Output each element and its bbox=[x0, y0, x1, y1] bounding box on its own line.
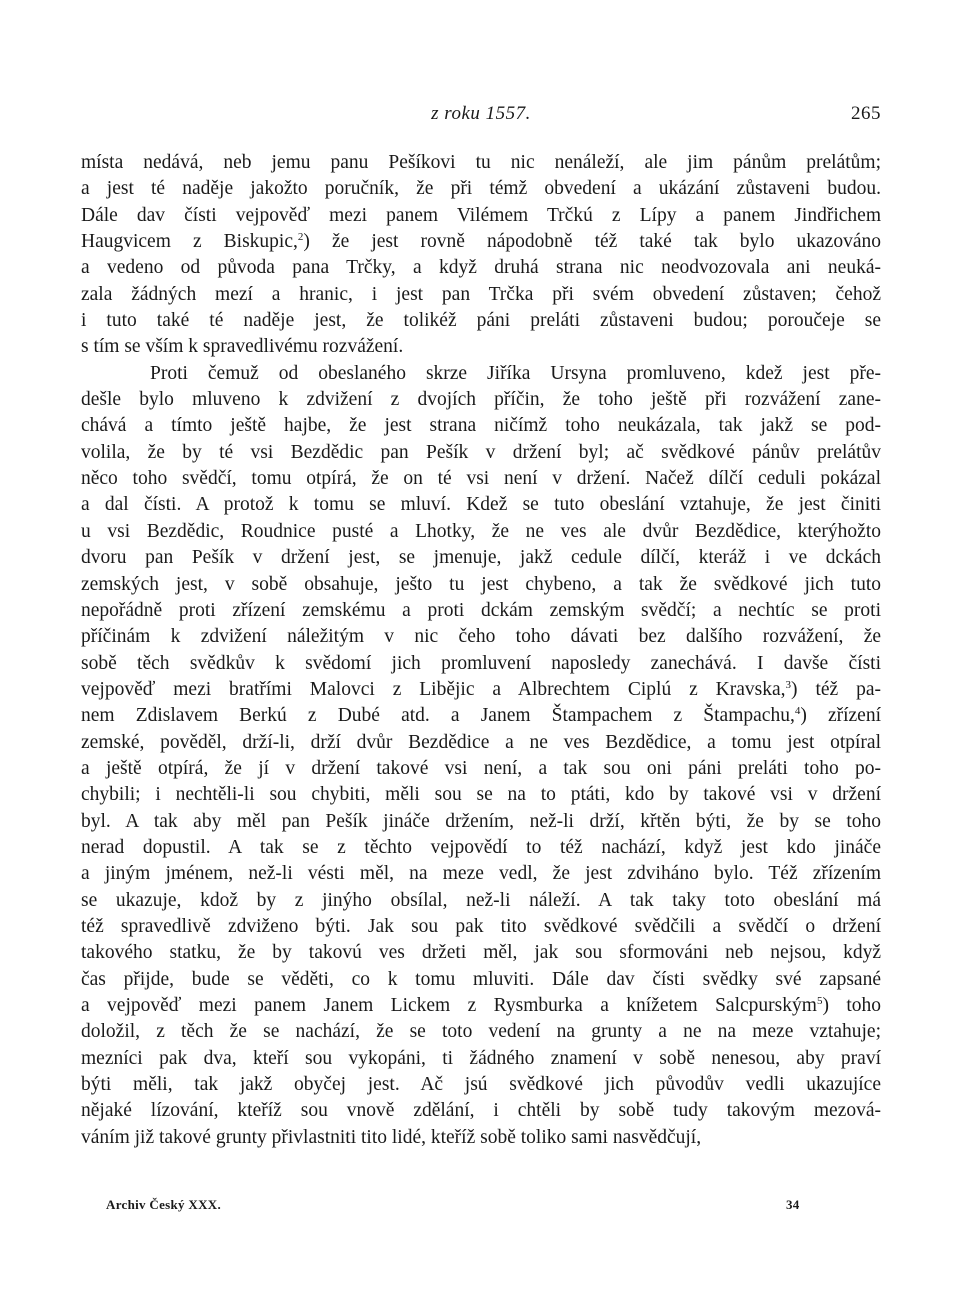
line-text: i tuto také té naděje jest, že tolikéž páni preláti zůstaveni budou; poroučeje se bbox=[81, 310, 881, 332]
running-title: z roku 1557. bbox=[431, 103, 531, 124]
line-text: chává a tímto ještě hajbe, že jest strana ničímž toho neukázala, tak jakž se pod- bbox=[81, 415, 881, 437]
line-text: dvoru pan Pešík v držení jest, se jmenuje, jakž cedule dílčí, kteráž i ve dckách bbox=[81, 547, 881, 569]
line-text: dešle bylo mluveno k zdvižení z dvojích příčin, že toho ještě při rozvážení zane- bbox=[81, 389, 881, 411]
page-footer bbox=[81, 1197, 881, 1217]
text-line bbox=[81, 914, 881, 940]
line-text: nepořádně proti zřízení zemskému a proti dckám zemským svědčí; a nechtíc se proti bbox=[81, 599, 881, 621]
text-line bbox=[81, 993, 881, 1019]
text-line bbox=[81, 150, 881, 176]
text-line bbox=[81, 440, 881, 466]
line-text: mezníci pak dva, kteří sou vykopáni, ti žádného znamení v sobě nenesou, aby praví bbox=[81, 1047, 881, 1069]
text-line bbox=[81, 782, 881, 808]
footnote-marker: 2 bbox=[297, 231, 304, 244]
text-line bbox=[81, 1072, 881, 1098]
line-text: zala žádných mezí a hranic, i jest pan Trčka při svém obvedení zůstaven; čehož bbox=[81, 283, 881, 305]
line-text: nem Zdislavem Berkú z Dubé atd. a Janem Štampachem z Štampachu, bbox=[81, 705, 795, 727]
line-text: takového statku, že by takovú ves držeti měl, jak sou sformováni neb nejsou, když bbox=[81, 942, 881, 964]
footnote-marker: 4 bbox=[794, 705, 801, 718]
text-line bbox=[81, 1125, 881, 1151]
text-line bbox=[81, 1019, 881, 1045]
line-text: Dále dav čísti vejpověď mezi panem Vilémem Trčkú z Lípy a panem Jindřichem bbox=[81, 204, 881, 226]
line-text: a vedeno od původa pana Trčky, a když druhá strana nic neodvozovala ani neuká- bbox=[81, 257, 881, 279]
sheet-number: 34 bbox=[786, 1197, 800, 1212]
footnote-marker: 5 bbox=[816, 995, 823, 1007]
line-text-continued: ) též pa- bbox=[791, 678, 881, 700]
text-line bbox=[81, 703, 881, 729]
text-line bbox=[81, 677, 881, 703]
text-line bbox=[81, 940, 881, 966]
line-text: zemské, pověděl, drží-li, drží dvůr Bezdědice a ne ves Bezdědice, a tomu jest otpíral bbox=[81, 731, 881, 753]
text-line bbox=[81, 756, 881, 782]
text-line bbox=[81, 967, 881, 993]
text-line bbox=[81, 413, 881, 439]
text-line bbox=[81, 255, 881, 281]
text-line bbox=[81, 519, 881, 545]
line-text: sobě těch svědkův k svědomí jich promluvení naposledy zanechává. I davše čísti bbox=[81, 652, 881, 674]
line-text-continued: ) toho bbox=[822, 995, 881, 1016]
text-line bbox=[81, 888, 881, 914]
text-line bbox=[81, 598, 881, 624]
line-text: býti měli, tak jakž obyčej jest. Ač jsú svědkové jich původův vedli ukazujíce bbox=[81, 1074, 881, 1096]
line-text: příčinám k zdvižení náležitým v nic čeho toho dávati bez dalšího rozvážení, že bbox=[81, 626, 881, 648]
text-line bbox=[81, 809, 881, 835]
line-text: a jest té naděje jakožto poručník, že při témž obvedení a ukázání zůstaveni budou. bbox=[81, 178, 881, 200]
text-line bbox=[81, 861, 881, 887]
text-line bbox=[81, 651, 881, 677]
text-line bbox=[81, 1098, 881, 1124]
line-text: chybili; i nechtěli-li sou chybiti, měli sou se na to ptáti, kdo by takové vsi v držení bbox=[81, 784, 881, 806]
text-line bbox=[81, 572, 881, 598]
text-line bbox=[81, 545, 881, 571]
line-text: doložil, z těch že se nachází, že se toto vedení na grunty a ne na meze vztahuje; bbox=[81, 1021, 881, 1043]
line-text: a dal čísti. A protož k tomu se mluví. Kdež se tuto obeslání vztahuje, že jest činiti bbox=[81, 494, 881, 516]
line-text: a vejpověď mezi panem Janem Lickem z Rysmburka a knížetem Salcpurským bbox=[81, 995, 817, 1016]
line-text: byl. A tak aby měl pan Pešík jináče držením, než-li drží, křtěn býti, že by se toho bbox=[81, 810, 881, 832]
text-line bbox=[81, 176, 881, 202]
text-line bbox=[81, 492, 881, 518]
line-text: vejpověď mezi bratřími Malovci z Libějic a Albrechtem Ciplú z Kravska, bbox=[81, 678, 786, 700]
text-line bbox=[81, 835, 881, 861]
line-text: zemských jest, v sobě obsahuje, ješto tu jest chybeno, a tak že svědkové jich tuto bbox=[81, 573, 881, 595]
text-line bbox=[81, 387, 881, 413]
text-line bbox=[81, 203, 881, 229]
text-line bbox=[81, 730, 881, 756]
text-line bbox=[81, 282, 881, 308]
page-number: 265 bbox=[851, 103, 881, 124]
text-line bbox=[81, 466, 881, 492]
line-text: něco toho svědčí, tomu otpírá, že on té vsi není v držení. Načež dílčí ceduli pokázal bbox=[81, 468, 881, 490]
running-head bbox=[81, 103, 881, 129]
text-line bbox=[81, 229, 881, 255]
footnote-marker: 3 bbox=[785, 678, 792, 691]
line-text: u vsi Bezdědic, Roudnice pusté a Lhotky, že ne ves ale dvůr Bezdědice, kterýhožto bbox=[81, 520, 881, 542]
text-line bbox=[81, 334, 881, 360]
body-text bbox=[81, 150, 881, 1151]
line-text: volila, že by té vsi Bezdědic pan Pešík v držení byl; ač svědkové pánův prelátův bbox=[81, 441, 881, 463]
line-text: nějaké lízování, kteříž sou vnově zdělání, i chtěli by sobě tudy takovým mezová- bbox=[81, 1100, 881, 1122]
line-text: též spravedlivě zdviženo býti. Jak sou pak tito svědkové svědčili a svědčí o držení bbox=[81, 915, 881, 937]
line-text-continued: ) že jest rovně nápodobně též také tak bylo ukazováno bbox=[303, 231, 881, 253]
line-text: váním již takové grunty přivlastniti tito lidé, kteříž sobě toliko sami nasvědčují, bbox=[81, 1126, 702, 1148]
line-text: místa nedává, neb jemu panu Pešíkovi tu nic nenáleží, ale jim pánům prelátům; bbox=[81, 152, 881, 173]
line-text: a jiným jménem, než-li vésti měl, na meze vedl, že jest zdviháno bylo. Též zřízením bbox=[81, 863, 881, 885]
line-text-continued: ) zřízení bbox=[800, 705, 881, 727]
line-text: čas přijde, bude se věděti, co k tomu mluviti. Dále dav čísti svědky své zapsané bbox=[81, 968, 881, 990]
text-line bbox=[81, 361, 881, 387]
text-line bbox=[81, 308, 881, 334]
line-text: se ukazuje, kdož by z jinýho obsílal, než-li náleží. A tak taky toto obeslání má bbox=[81, 889, 881, 911]
footer-signature: Archiv Český XXX. bbox=[106, 1197, 221, 1212]
line-text: nerad dopustil. A tak se z těchto vejpovědí to též nachází, když jest kdo jináče bbox=[81, 836, 881, 858]
line-text: Proti čemuž od obeslaného skrze Jiříka Ursyna promluveno, kdež jest pře- bbox=[150, 362, 881, 384]
line-text: a ještě otpírá, že jí v držení takové vsi není, a tak sou oni páni preláti toho po- bbox=[81, 757, 881, 779]
line-text: Haugvicem z Biskupic, bbox=[81, 231, 298, 253]
text-line bbox=[81, 1046, 881, 1072]
text-line bbox=[81, 624, 881, 650]
line-text: s tím se vším k spravedlivému rozvážení. bbox=[81, 336, 404, 358]
